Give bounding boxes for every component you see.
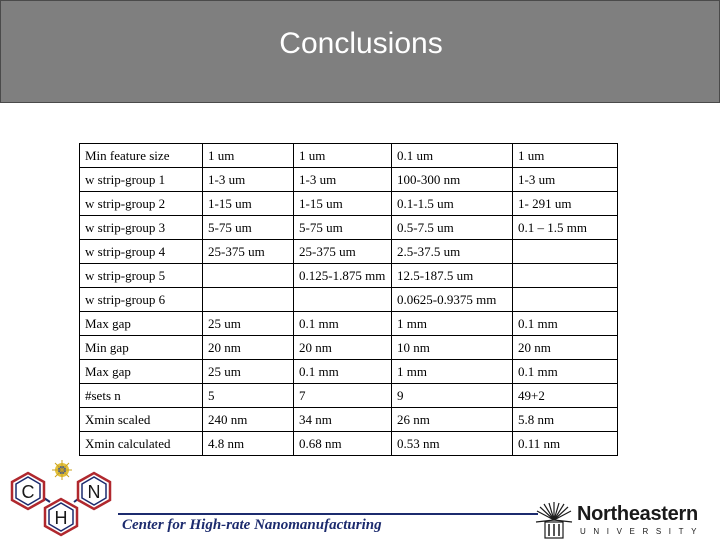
table-row (80, 216, 618, 240)
table-cell: 1-3 um (513, 168, 618, 192)
table-cell: 240 nm (203, 408, 294, 432)
table-cell: 25 um (203, 312, 294, 336)
table-cell: 25-375 um (203, 240, 294, 264)
conclusions-table (79, 143, 618, 456)
table-cell: 1-3 um (294, 168, 392, 192)
table-cell: 25 um (203, 360, 294, 384)
table-cell: 20 nm (203, 336, 294, 360)
table-cell (203, 288, 294, 312)
table-cell: 1 um (203, 144, 294, 168)
table-cell (513, 264, 618, 288)
table-row (80, 336, 618, 360)
row-label-cell: #sets n (80, 384, 203, 408)
table-cell: 34 nm (294, 408, 392, 432)
table-cell: 0.1 mm (513, 312, 618, 336)
table-cell: 5 (203, 384, 294, 408)
table-cell: 0.0625-0.9375 mm (392, 288, 513, 312)
atom-icon (52, 460, 72, 480)
table-row (80, 264, 618, 288)
table-row (80, 168, 618, 192)
table-cell: 10 nm (392, 336, 513, 360)
table-cell: 0.1 mm (294, 312, 392, 336)
table-cell: 0.1 um (392, 144, 513, 168)
row-label-cell: w strip-group 2 (80, 192, 203, 216)
logo-letter-n: N (87, 482, 101, 502)
table-cell: 1-15 um (294, 192, 392, 216)
table-cell: 0.1 mm (294, 360, 392, 384)
table-row (80, 384, 618, 408)
center-name: Center for High-rate Nanomanufacturing (122, 517, 382, 533)
table-cell: 1 um (294, 144, 392, 168)
table-row (80, 432, 618, 456)
table-cell: 1-3 um (203, 168, 294, 192)
table-cell: 0.1-1.5 um (392, 192, 513, 216)
table-cell: 0.68 nm (294, 432, 392, 456)
university-subtitle: UNIVERSITY (580, 527, 705, 536)
table-cell: 100-300 nm (392, 168, 513, 192)
table-row (80, 408, 618, 432)
table-cell: 5-75 um (294, 216, 392, 240)
table-cell: 0.11 nm (513, 432, 618, 456)
row-label-cell: Xmin calculated (80, 432, 203, 456)
table-cell: 1 mm (392, 360, 513, 384)
table-row (80, 240, 618, 264)
table-row (80, 360, 618, 384)
table-cell (513, 240, 618, 264)
table-row (80, 144, 618, 168)
table-cell: 1 mm (392, 312, 513, 336)
table-cell: 0.125-1.875 mm (294, 264, 392, 288)
table-cell: 0.5-7.5 um (392, 216, 513, 240)
row-label-cell: Xmin scaled (80, 408, 203, 432)
table-cell: 4.8 nm (203, 432, 294, 456)
row-label-cell: w strip-group 1 (80, 168, 203, 192)
table-cell: 49+2 (513, 384, 618, 408)
table-row (80, 288, 618, 312)
table-cell: 7 (294, 384, 392, 408)
university-name: Northeastern (577, 503, 698, 525)
table-cell: 9 (392, 384, 513, 408)
table-cell: 0.1 mm (513, 360, 618, 384)
table-cell: 26 nm (392, 408, 513, 432)
logo-letter-h: H (54, 508, 68, 528)
table-cell: 12.5-187.5 um (392, 264, 513, 288)
row-label-cell: w strip-group 6 (80, 288, 203, 312)
slide-title: Conclusions (279, 27, 443, 60)
row-label-cell: w strip-group 4 (80, 240, 203, 264)
logo-letter-c: C (21, 482, 35, 502)
table-cell: 5.8 nm (513, 408, 618, 432)
title-bar (0, 0, 720, 103)
chn-logo (2, 458, 118, 540)
footer-divider (118, 513, 538, 515)
table-cell: 20 nm (513, 336, 618, 360)
table-cell: 25-375 um (294, 240, 392, 264)
row-label-cell: w strip-group 5 (80, 264, 203, 288)
row-label-cell: Max gap (80, 312, 203, 336)
table-row (80, 312, 618, 336)
table-cell: 0.1 – 1.5 mm (513, 216, 618, 240)
row-label-cell: w strip-group 3 (80, 216, 203, 240)
table-cell (513, 288, 618, 312)
row-label-cell: Min gap (80, 336, 203, 360)
table-cell (203, 264, 294, 288)
table-cell: 0.53 nm (392, 432, 513, 456)
table-cell: 2.5-37.5 um (392, 240, 513, 264)
row-label-cell: Max gap (80, 360, 203, 384)
table-cell: 20 nm (294, 336, 392, 360)
table-cell: 5-75 um (203, 216, 294, 240)
table-cell: 1-15 um (203, 192, 294, 216)
northeastern-seal-icon (534, 500, 574, 540)
table-cell: 1- 291 um (513, 192, 618, 216)
table-cell (294, 288, 392, 312)
row-label-cell: Min feature size (80, 144, 203, 168)
table-row (80, 192, 618, 216)
table-cell: 1 um (513, 144, 618, 168)
